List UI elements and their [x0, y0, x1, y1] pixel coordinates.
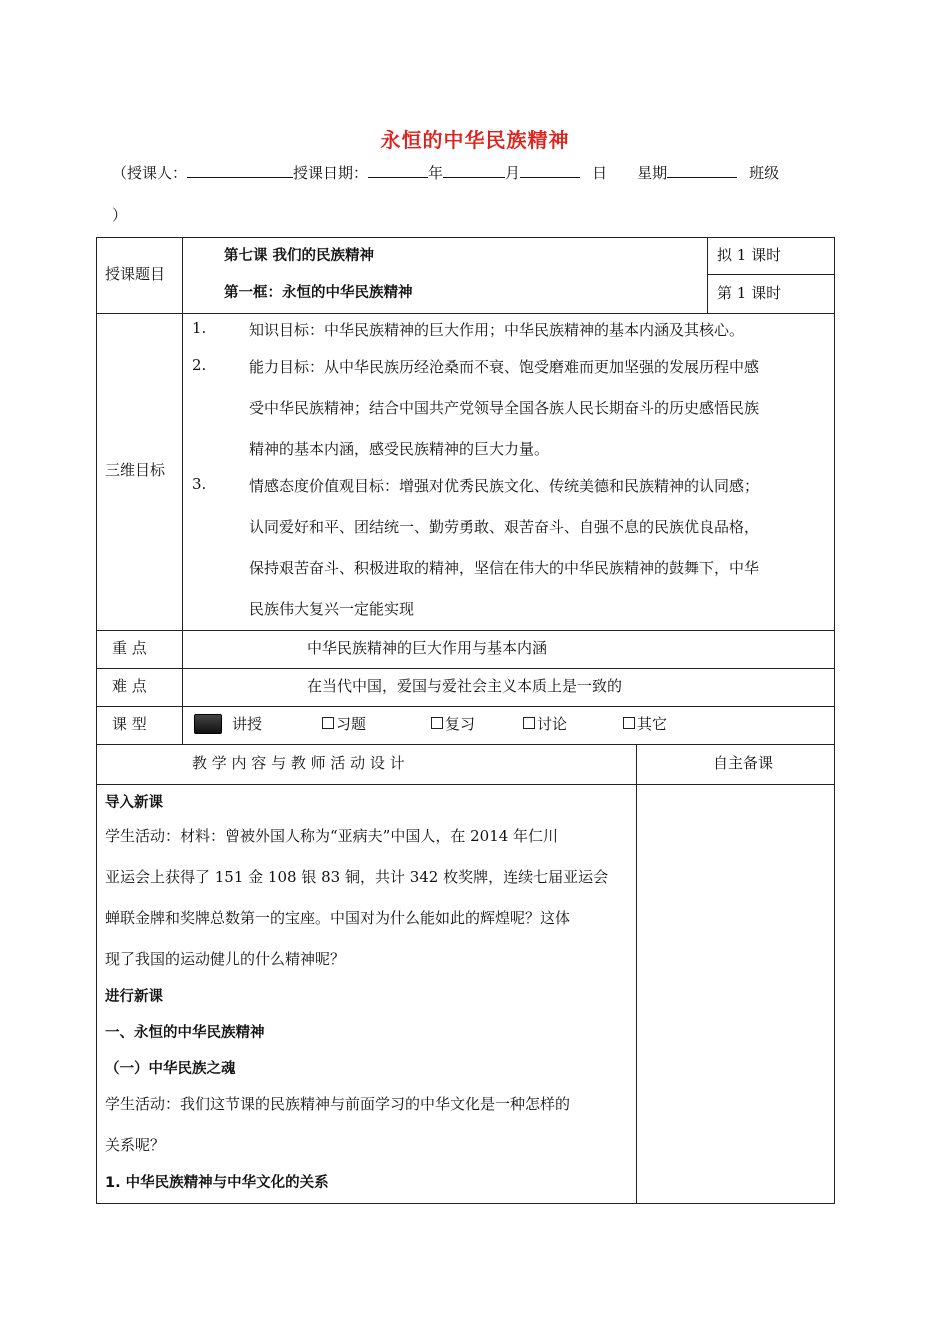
goal-1-line-1: 知识目标：中华民族精神的巨大作用；中华民族精神的基本内涵及其核心。 [249, 321, 745, 339]
goal-3-number: 3. [192, 475, 207, 493]
type-lecture: 讲授 [232, 715, 263, 733]
page-title: 永恒的中华民族精神 [380, 128, 570, 152]
goal-2-line-2: 受中华民族精神；结合中国共产党领导全国各族人民长期奋斗的历史感悟民族 [249, 399, 760, 417]
activity1-line-4: 现了我国的运动健儿的什么精神呢？ [105, 950, 346, 968]
topic-label: 授课题目 [105, 265, 166, 283]
activity1-line-1: 学生活动：材料：曾被外国人称为“亚病夫”中国人，在 2014 年仁川 [105, 827, 559, 845]
new-lesson-heading: 进行新课 [105, 989, 163, 1005]
goals-label: 三维目标 [105, 461, 166, 479]
checkbox-icon [431, 717, 443, 729]
frame-title: 第一框：永恒的中华民族精神 [224, 285, 413, 301]
intro-heading: 导入新课 [105, 795, 163, 811]
type-discussion: 讨论 [523, 713, 567, 734]
checkbox-icon [322, 717, 334, 729]
class-label: 班级 [749, 164, 780, 182]
date-label: 授课日期： [293, 164, 369, 182]
lesson-title: 第七课 我们的民族精神 [224, 248, 375, 264]
goal-3-line-4: 民族伟大复兴一定能实现 [249, 600, 415, 618]
goal-3-line-2: 认同爱好和平、团结统一、勤劳勇敢、艰苦奋斗、自强不息的民族优良品格， [249, 518, 760, 536]
goal-1-number: 1. [192, 319, 207, 337]
checkbox-icon [523, 717, 535, 729]
design-header: 教 学 内 容 与 教 师 活 动 设 计 [192, 754, 405, 772]
day-label: 日 [592, 164, 608, 182]
type-review: 复习 [431, 713, 475, 734]
weekday-blank [667, 163, 737, 178]
month-blank [443, 163, 505, 178]
checkbox-icon [623, 717, 635, 729]
subsection-1-heading: （一）中华民族之魂 [105, 1061, 236, 1077]
teacher-blank [187, 163, 293, 178]
activity1-line-3: 蝉联金牌和奖牌总数第一的宝座。中国对为什么能如此的辉煌呢？这体 [105, 909, 571, 927]
activity1-line-2: 亚运会上获得了 151 金 108 银 83 铜，共计 342 枚奖牌，连续七届亚运会 [105, 868, 609, 886]
activity2-line-2: 关系呢？ [105, 1136, 166, 1154]
goal-2-number: 2. [192, 356, 207, 374]
weekday-label: 星期 [637, 164, 668, 182]
goal-2-line-3: 精神的基本内涵，感受民族精神的巨大力量。 [249, 440, 550, 458]
goal-2-line-1: 能力目标：从中华民族历经沧桑而不衰、饱受磨难而更加坚强的发展历程中感 [249, 358, 760, 376]
teacher-label: （授课人： [112, 164, 188, 182]
point-1-heading: 1. 中华民族精神与中华文化的关系 [105, 1175, 329, 1191]
hours-current: 第 1 课时 [717, 284, 782, 302]
self-prep-header: 自主备课 [713, 754, 774, 772]
year-label: 年 [428, 164, 444, 182]
activity2-line-1: 学生活动：我们这节课的民族精神与前面学习的中华文化是一种怎样的 [105, 1095, 571, 1113]
section-1-heading: 一、永恒的中华民族精神 [105, 1025, 265, 1041]
difficult-text: 在当代中国，爱国与爱社会主义本质上是一致的 [307, 677, 623, 695]
close-paren: ） [112, 206, 128, 224]
type-other: 其它 [623, 713, 667, 734]
hours-planned: 拟 1 课时 [717, 246, 782, 264]
lecture-checked-icon [194, 714, 222, 734]
year-blank [368, 163, 428, 178]
day-blank [520, 163, 580, 178]
month-label: 月 [505, 164, 521, 182]
difficult-label: 难 点 [112, 677, 147, 695]
goal-3-line-3: 保持艰苦奋斗、积极进取的精神，坚信在伟大的中华民族精神的鼓舞下，中华 [249, 559, 760, 577]
key-label: 重 点 [112, 639, 147, 657]
key-text: 中华民族精神的巨大作用与基本内涵 [307, 639, 548, 657]
type-exercise: 习题 [322, 713, 366, 734]
type-label: 课 型 [112, 715, 147, 733]
goal-3-line-1: 情感态度价值观目标：增强对优秀民族文化、传统美德和民族精神的认同感； [249, 477, 760, 495]
header-info-line [112, 162, 779, 183]
